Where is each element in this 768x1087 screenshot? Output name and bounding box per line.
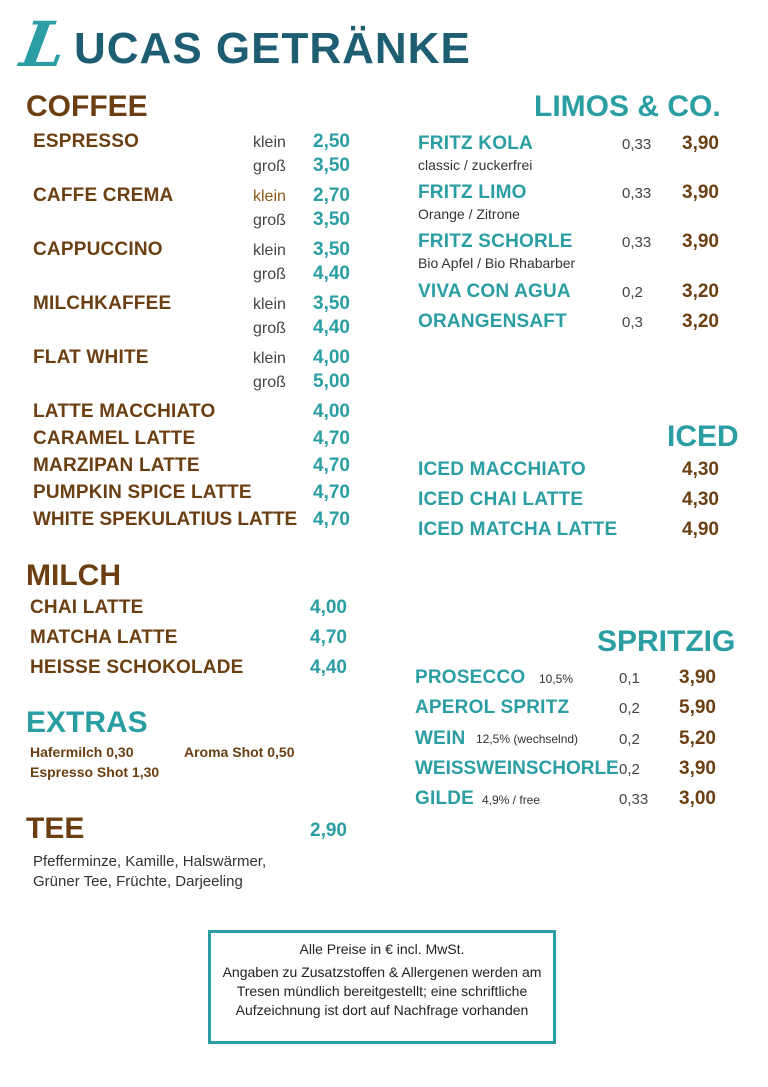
coffee-item-price: 4,00 <box>313 401 350 422</box>
size-label-large: groß <box>253 320 286 337</box>
spritzig-item-volume: 0,2 <box>619 761 640 778</box>
milch-item-price: 4,70 <box>310 627 347 648</box>
price-notice-box <box>208 930 556 1044</box>
limo-item-name: FRITZ SCHORLE <box>418 231 573 252</box>
extra-item: Aroma Shot 0,50 <box>184 744 295 760</box>
price-small: 2,70 <box>313 185 350 206</box>
iced-item-price: 4,30 <box>682 489 719 510</box>
spritzig-item-volume: 0,2 <box>619 731 640 748</box>
spritzig-item-price: 5,20 <box>679 728 716 749</box>
iced-item-name: ICED MATCHA LATTE <box>418 519 618 540</box>
tee-description-line: Pfefferminze, Kamille, Halswärmer, <box>33 853 267 870</box>
spritzig-item-price: 5,90 <box>679 697 716 718</box>
coffee-item-name: PUMPKIN SPICE LATTE <box>33 482 252 503</box>
price-small: 2,50 <box>313 131 350 152</box>
size-label-large: groß <box>253 374 286 391</box>
limo-item-volume: 0,33 <box>622 136 652 153</box>
milch-item-name: MATCHA LATTE <box>30 627 178 648</box>
coffee-item-name: LATTE MACCHIATO <box>33 401 216 422</box>
spritzig-item-note: 12,5% (wechselnd) <box>476 732 579 746</box>
limo-item-price: 3,20 <box>682 311 719 332</box>
iced-item-price: 4,30 <box>682 459 719 480</box>
milch-heading: MILCH <box>26 559 121 592</box>
size-label-small: klein <box>253 134 286 151</box>
price-large: 5,00 <box>313 371 350 392</box>
coffee-item-name: WHITE SPEKULATIUS LATTE <box>33 509 298 530</box>
limo-item-name: FRITZ KOLA <box>418 133 533 154</box>
size-label-small: klein <box>253 188 286 205</box>
price-small: 4,00 <box>313 347 350 368</box>
coffee-item-name: FLAT WHITE <box>33 347 149 368</box>
spritzig-item-volume: 0,33 <box>619 791 649 808</box>
size-label-large: groß <box>253 266 286 283</box>
iced-item-name: ICED CHAI LATTE <box>418 489 584 510</box>
coffee-heading: COFFEE <box>26 90 148 123</box>
limo-item-price: 3,90 <box>682 133 719 154</box>
extras-heading: EXTRAS <box>26 706 148 739</box>
coffee-item-name: CAPPUCCINO <box>33 239 163 260</box>
spritzig-item-volume: 0,1 <box>619 670 640 687</box>
notice-allergen-text: Angaben zu Zusatzstoffen & Allergenen werden am Tresen mündlich bereitgestellt; eine schriftliche Aufzeichnung ist dort auf Nachfrage vorhanden <box>222 964 542 1018</box>
size-label-small: klein <box>253 296 286 313</box>
tee-heading: TEE <box>26 812 85 845</box>
price-large: 3,50 <box>313 155 350 176</box>
spritzig-item-name: WEIN <box>415 728 466 749</box>
coffee-item-name: ESPRESSO <box>33 131 140 152</box>
coffee-item-name: CARAMEL LATTE <box>33 428 196 449</box>
price-large: 4,40 <box>313 263 350 284</box>
spritzig-item-price: 3,90 <box>679 667 716 688</box>
limo-item-volume: 0,2 <box>622 284 643 301</box>
limo-item-name: FRITZ LIMO <box>418 182 527 203</box>
milch-item-price: 4,00 <box>310 597 347 618</box>
coffee-item-name: CAFFE CREMA <box>33 185 174 206</box>
price-large: 3,50 <box>313 209 350 230</box>
spritzig-item-name: PROSECCO <box>415 667 526 688</box>
spritzig-item-name: GILDE <box>415 788 475 809</box>
page-title: UCAS GETRÄNKE <box>74 24 471 73</box>
spritzig-item-note: 4,9% / free <box>482 793 541 807</box>
tee-price: 2,90 <box>310 820 347 841</box>
limos-heading: LIMOS & CO. <box>534 90 721 123</box>
notice-vat-line: Alle Preise in € incl. MwSt. <box>299 941 465 957</box>
limo-item-sub: Bio Apfel / Bio Rhabarber <box>418 255 576 271</box>
spritzig-item-note: 10,5% <box>539 672 574 686</box>
price-small: 3,50 <box>313 239 350 260</box>
extra-item: Espresso Shot 1,30 <box>30 764 160 780</box>
limo-item-name: VIVA CON AGUA <box>418 281 571 302</box>
spritzig-item-name: APEROL SPRITZ <box>415 697 570 718</box>
tee-description <box>33 852 333 892</box>
price-large: 4,40 <box>313 317 350 338</box>
spritzig-item-price: 3,00 <box>679 788 716 809</box>
limo-item-price: 3,90 <box>682 231 719 252</box>
limo-item-sub: Orange / Zitrone <box>418 206 520 222</box>
title-initial: L <box>15 8 73 81</box>
limo-item-volume: 0,33 <box>622 234 652 251</box>
size-label-small: klein <box>253 242 286 259</box>
size-label-large: groß <box>253 158 286 175</box>
coffee-item-price: 4,70 <box>313 428 350 449</box>
limo-item-volume: 0,33 <box>622 185 652 202</box>
iced-item-price: 4,90 <box>682 519 719 540</box>
limo-item-name: ORANGENSAFT <box>418 311 567 332</box>
size-label-large: groß <box>253 212 286 229</box>
milch-item-name: CHAI LATTE <box>30 597 144 618</box>
spritzig-item-volume: 0,2 <box>619 700 640 717</box>
milch-item-price: 4,40 <box>310 657 347 678</box>
coffee-item-name: MILCHKAFFEE <box>33 293 172 314</box>
limo-item-sub: classic / zuckerfrei <box>418 157 533 173</box>
limo-item-price: 3,20 <box>682 281 719 302</box>
iced-item-name: ICED MACCHIATO <box>418 459 586 480</box>
iced-heading: ICED <box>667 420 739 453</box>
extra-item: Hafermilch 0,30 <box>30 744 134 760</box>
limo-item-price: 3,90 <box>682 182 719 203</box>
coffee-item-price: 4,70 <box>313 509 350 530</box>
price-small: 3,50 <box>313 293 350 314</box>
spritzig-heading: SPRITZIG <box>597 625 736 658</box>
limo-item-volume: 0,3 <box>622 314 643 331</box>
size-label-small: klein <box>253 350 286 367</box>
spritzig-item-name: WEISSWEINSCHORLE <box>415 758 619 779</box>
coffee-item-name: MARZIPAN LATTE <box>33 455 200 476</box>
coffee-item-price: 4,70 <box>313 482 350 503</box>
milch-item-name: HEISSE SCHOKOLADE <box>30 657 244 678</box>
coffee-item-price: 4,70 <box>313 455 350 476</box>
tee-description-line: Grüner Tee, Früchte, Darjeeling <box>33 873 243 890</box>
spritzig-item-price: 3,90 <box>679 758 716 779</box>
